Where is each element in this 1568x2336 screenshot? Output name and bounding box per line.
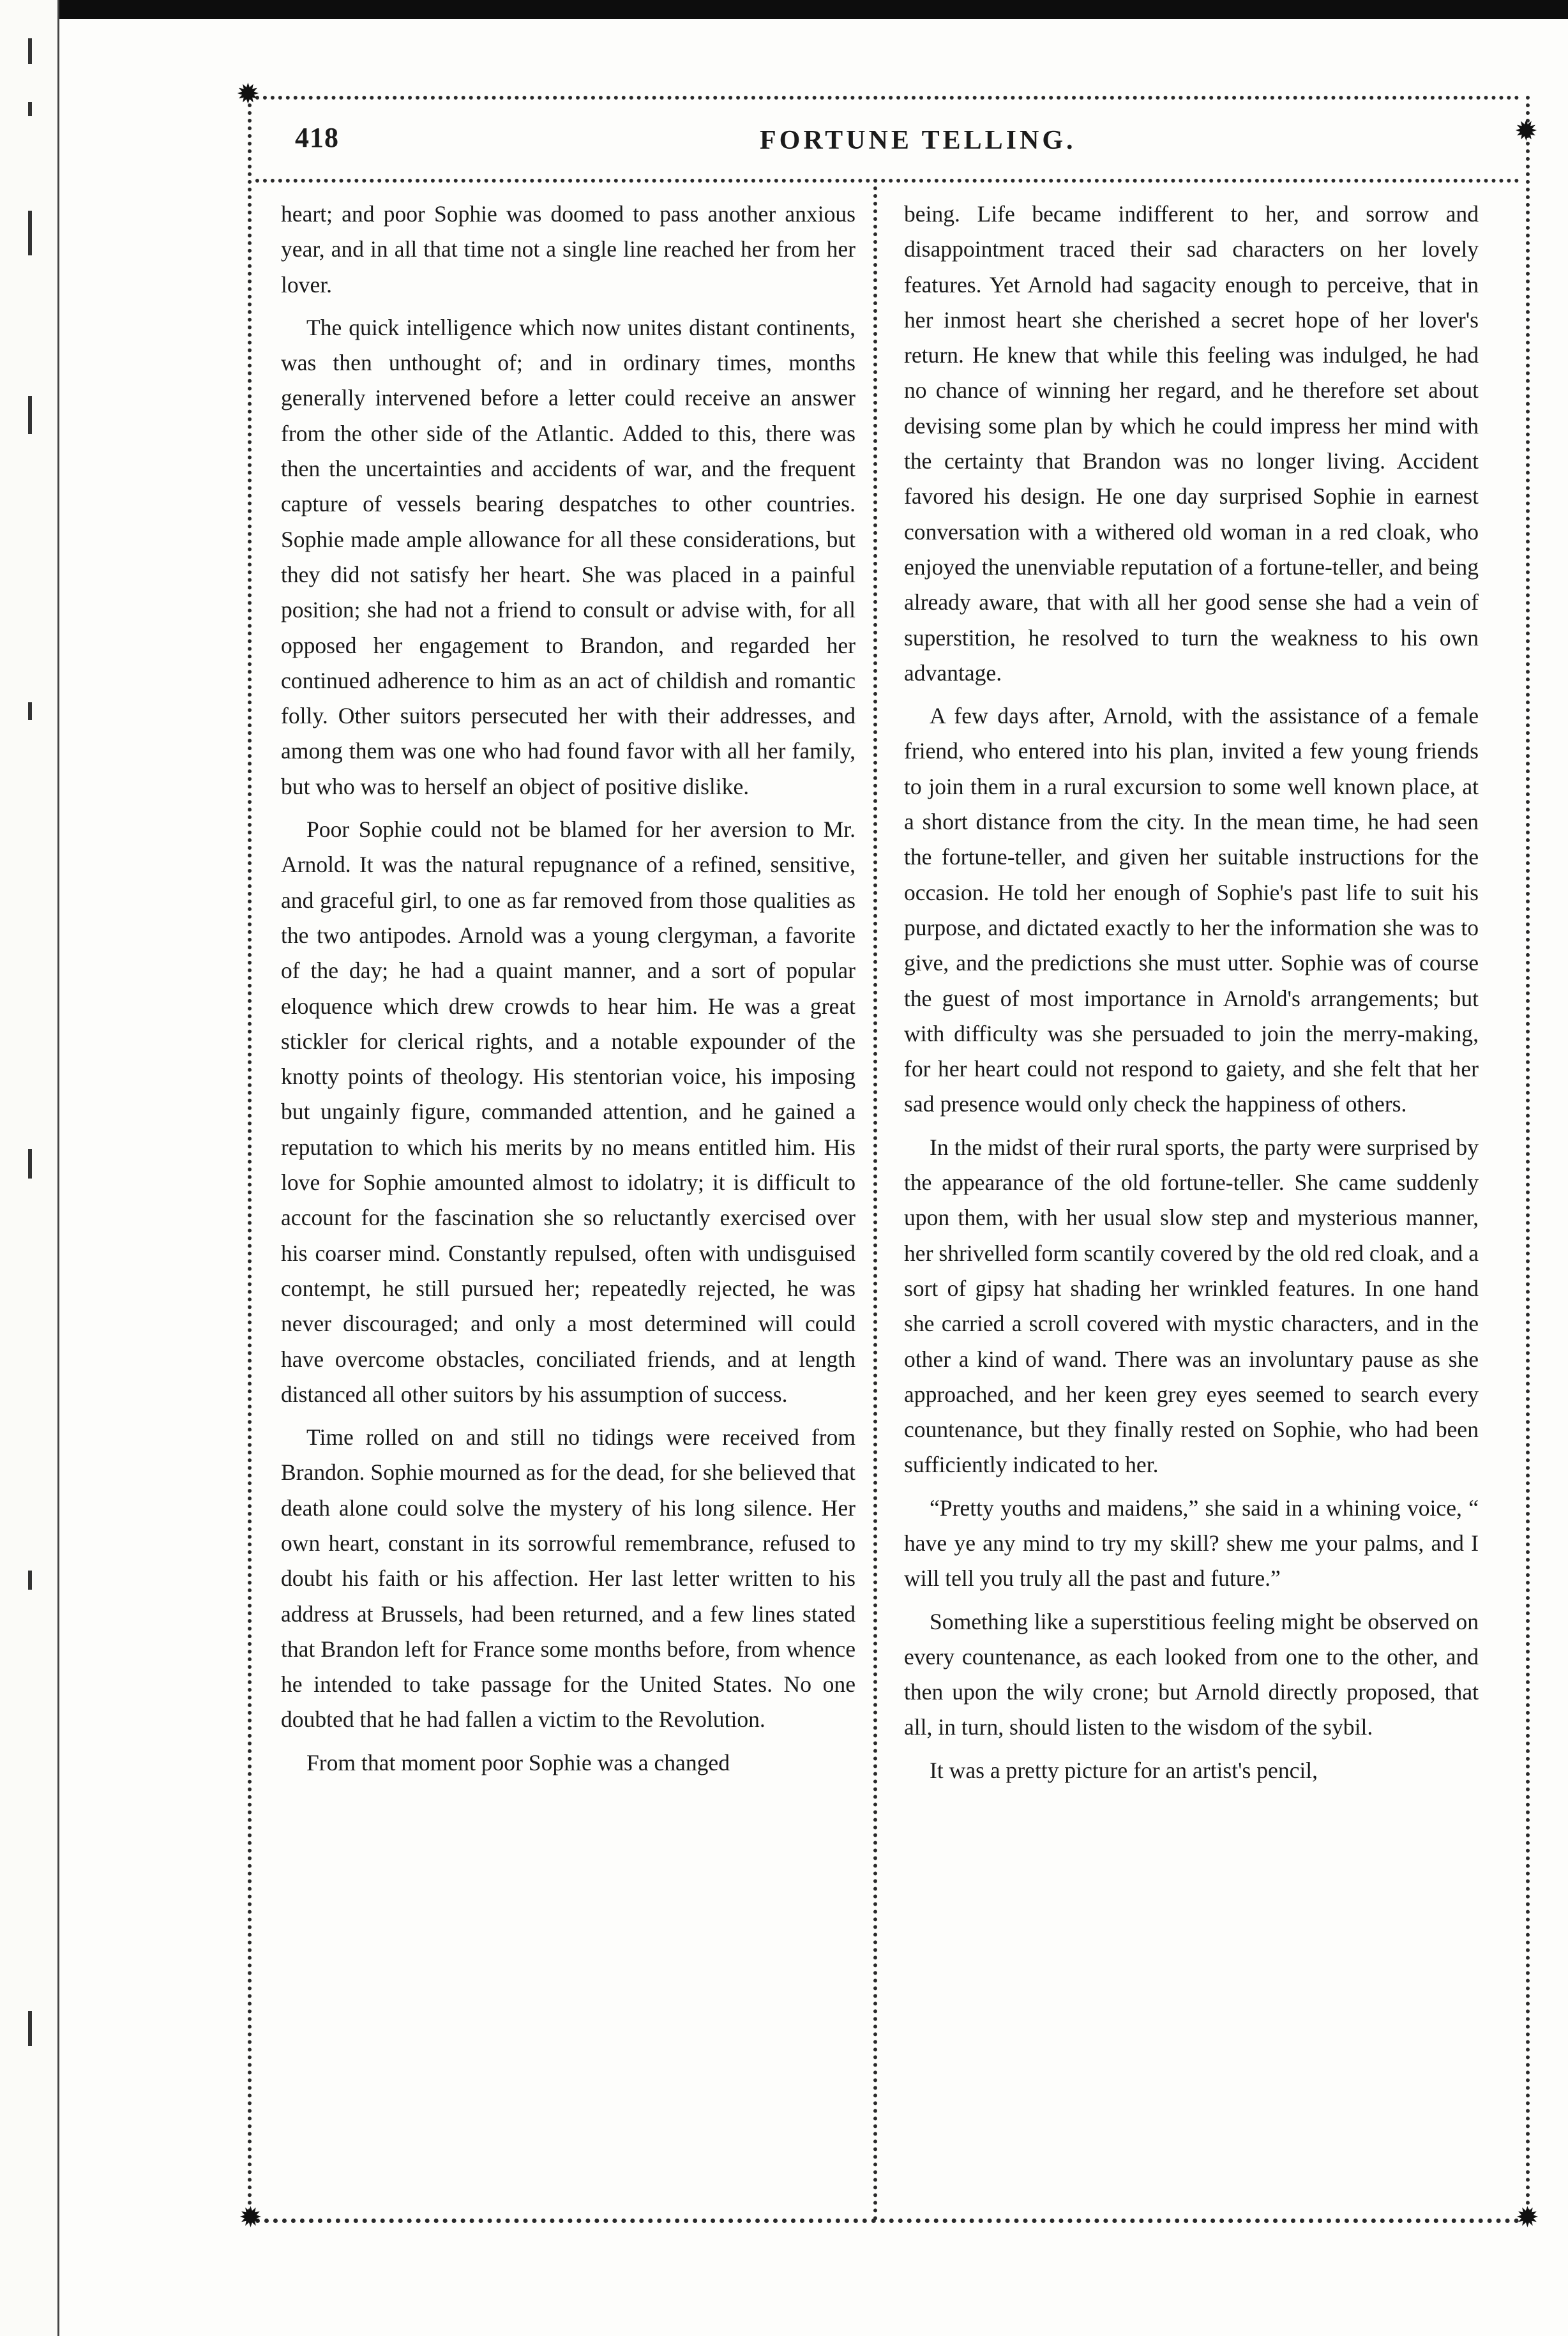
paragraph: In the midst of their rural sports, the party were surprised by the appearance of the old fortune-teller. She came suddenly upon them, with her usual slow step and mysterious manner, her shrivelled form scantily covered by the old red cloak, and a sort of gipsy hat shading her wrinkled features. In one hand she carried a scroll covered with mystic characters, and in the other a kind of wand. There was an involuntary pause as she approached, and her keen grey eyes seemed to search every countenance, but they finally rested on Sophie, who had been sufficiently indicated to her.: [904, 1134, 1479, 1478]
corner-ornament-bottom-right: ✹: [1516, 2202, 1539, 2233]
paragraph: being. Life became indifferent to her, and sorrow and disappointment traced their sad characters on her lovely features. Yet Arnold had sagacity enough to perceive, that in her inmost heart she cherished a secret hope of her lover's return. He knew that while this feeling was indulged, he had no chance of winning her regard, and he therefore set about devising some plan by which he could impress her mind with the certainty that Brandon was no longer living. Accident favored his design. He one day surprised Sophie in earnest conversation with a withered old woman in a red cloak, who enjoyed the unenviable reputation of a fortune-teller, and being already aware, that with all her good sense she had a vein of superstition, he resolved to turn the weakness to his own advantage.: [904, 201, 1479, 686]
page-number: 418: [295, 122, 339, 153]
paragraph: “Pretty youths and maidens,” she said in a whining voice, “ have ye any mind to try my skill? shew me your palms, and I will tell you truly all the past and future.”: [904, 1495, 1479, 1592]
paragraph: It was a pretty picture for an artist's pencil,: [930, 1757, 1318, 1783]
ornamental-rule-left: [248, 96, 252, 2222]
ornamental-rule-header: [255, 179, 1519, 183]
scanner-top-edge: [0, 0, 1568, 19]
paragraph: From that moment poor Sophie was a changed: [306, 1749, 730, 1775]
paragraph: heart; and poor Sophie was doomed to pass another anxious year, and in all that time not a single line reached her from her lover.: [281, 201, 856, 298]
paragraph: Time rolled on and still no tidings were received from Brandon. Sophie mourned as for the dead, for she believed that death alone could solve the mystery of his long silence. Her own heart, constant in its sorrowful remembrance, refused to doubt his faith or his affection. Her last letter written to his address at Brussels, had been returned, and a few lines stated that Brandon left for France some months before, from whence he intended to take passage for the United States. No one doubted that he had fallen a victim to the Revolution.: [281, 1424, 856, 1733]
paragraph: A few days after, Arnold, with the assistance of a female friend, who entered into his plan, invited a few young friends to join them in a rural excursion to some well known place, at a short distance from the city. In the mean time, he had seen the fortune-teller, and given her suitable instructions for the occasion. He told her enough of Sophie's past life to suit his purpose, and dictated exactly to her the information she was to give, and the predictions she must utter. Sophie was of course the guest of most importance in Arnold's arrangements; but with difficulty was she persuaded to join the merry-making, for her heart could not respond to gaiety, and she felt that her sad presence would only check the happiness of others.: [904, 703, 1479, 1117]
scan-margin-strip: [0, 0, 59, 2336]
corner-ornament-top-right: ✹: [1514, 116, 1538, 147]
running-title: FORTUNE TELLING.: [760, 126, 1076, 155]
paragraph: Something like a superstitious feeling might be observed on every countenance, as each looked from one to the other, and then upon the wily crone; but Arnold directly proposed, that all, in turn, should listen to the wisdom of the sybil.: [904, 1608, 1479, 1740]
right-column: [904, 197, 1479, 1788]
left-column: [281, 197, 856, 1781]
column-divider: [873, 179, 877, 2222]
ornamental-rule-top: [255, 96, 1519, 100]
paragraph: Poor Sophie could not be blamed for her aversion to Mr. Arnold. It was the natural repugnance of a refined, sensitive, and graceful girl, to one as far removed from those qualities as the two antipodes. Arnold was a young clergyman, a favorite of the day; he had a quaint manner, and a sort of popular eloquence which drew crowds to hear him. He was a great stickler for clerical rights, and a notable expounder of the knotty points of theology. His stentorian voice, his imposing but ungainly figure, commanded attention, and he gained a reputation to which his merits by no means entitled him. His love for Sophie amounted almost to idolatry; it is difficult to account for the fascination she so reluctantly exercised over his coarser mind. Constantly repulsed, often with undisguised contempt, he still pursued her; repeatedly rejected, he was never discouraged; and only a most determined will could have overcome obstacles, conciliated friends, and at length distanced all other suitors by his assumption of success.: [281, 817, 856, 1407]
corner-ornament-top-left: ✹: [236, 79, 260, 110]
paragraph: The quick intelligence which now unites distant continents, was then unthought of; and in ordinary times, months generally intervened before a letter could receive an answer from the other side of the Atlantic. Added to this, there was then the uncertainties and accidents of war, and the frequent capture of vessels bearing despatches to other countries. Sophie made ample allowance for all these considerations, but they did not satisfy her heart. She was placed in a painful position; she had not a friend to consult or advise with, for all opposed her engagement to Brandon, and regarded her continued adherence to him as an act of childish and romantic folly. Other suitors persecuted her with their addresses, and among them was one who had found favor with all her family, but who was to herself an object of positive dislike.: [281, 314, 856, 799]
ornamental-rule-bottom: [255, 2219, 1519, 2223]
book-page: [236, 79, 1539, 2254]
ornamental-rule-right: [1526, 96, 1530, 2222]
corner-ornament-bottom-left: ✹: [239, 2202, 262, 2233]
